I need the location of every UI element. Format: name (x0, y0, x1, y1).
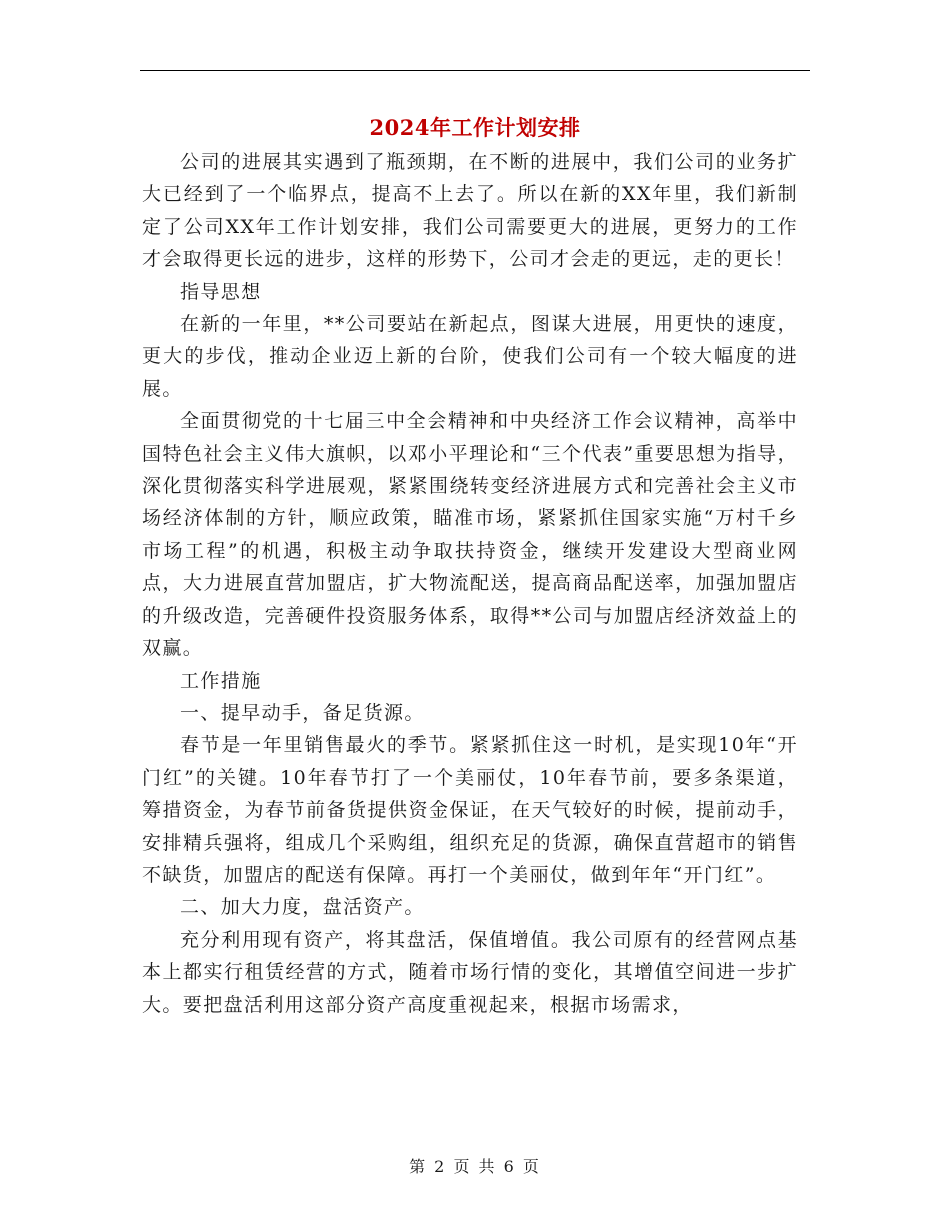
intro-paragraph: 公司的进展其实遇到了瓶颈期，在不断的进展中，我们公司的业务扩大已经到了一个临界点，提高不上去了。所以在新的XX年里，我们新制定了公司XX年工作计划安排，我们公司需要更大的进展，更努力的工作才会取得更长远的进步，这样的形势下，公司才会走的更远，走的更长！ (142, 151, 798, 271)
page-number-footer: 第 2 页 共 6 页 (409, 1157, 541, 1176)
measure-paragraph-1: 春节是一年里销售最火的季节。紧紧抓住这一时机，是实现10年“开门红”的关键。10年春节打了一个美丽仗，10年春节前，要多条渠道，筹措资金，为春节前备货提供资金保证，在天气较好的时候，提前动手，安排精兵强将，组成几个采购组，组织充足的货源，确保直营超市的销售不缺货，加盟店的配送有保障。再打一个美丽仗，做到年年“开门红”。 (142, 734, 798, 886)
measure-paragraph-2: 充分利用现有资产，将其盘活，保值增值。我公司原有的经营网点基本上都实行租赁经营的方式，随着市场行情的变化，其增值空间进一步扩大。要把盘活利用这部分资产高度重视起来，根据市场需求， (142, 928, 798, 1016)
section-heading-guiding-idea: 指导思想 (180, 280, 262, 303)
document-body (142, 146, 798, 1021)
document-title: 2024年工作计划安排 (369, 115, 581, 140)
measure-heading-1: 一、提早动手，备足货源。 (180, 701, 425, 724)
guiding-paragraph-2: 全面贯彻党的十七届三中全会精神和中央经济工作会议精神，高举中国特色社会主义伟大旗帜，以邓小平理论和“三个代表”重要思想为指导，深化贯彻落实科学进展观，紧紧围绕转变经济进展方式和完善社会主义市场经济体制的方针，顺应政策，瞄准市场，紧紧抓住国家实施“万村千乡市场工程”的机遇，积极主动争取扶持资金，继续开发建设大型商业网点，大力进展直营加盟店，扩大物流配送，提高商品配送率，加强加盟店的升级改造，完善硬件投资服务体系，取得**公司与加盟店经济效益上的双赢。 (142, 410, 798, 660)
header-rule (140, 70, 810, 71)
guiding-paragraph-1: 在新的一年里，**公司要站在新起点，图谋大进展，用更快的速度，更大的步伐，推动企业迈上新的台阶，使我们公司有一个较大幅度的进展。 (142, 313, 798, 400)
section-heading-measures: 工作措施 (180, 669, 262, 692)
measure-heading-2: 二、加大力度，盘活资产。 (180, 896, 425, 919)
